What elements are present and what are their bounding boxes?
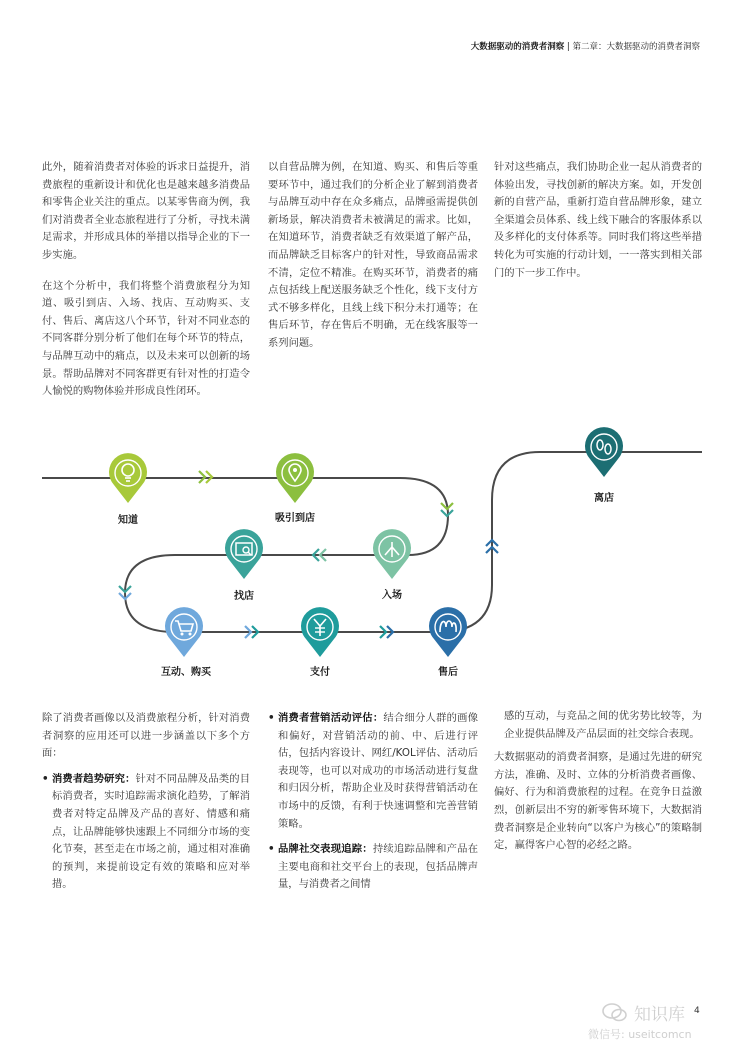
bullet-continuation: 感的互动，与竞品之间的优劣势比较等，为企业提供品牌及产品层面的社交综合表现。 (504, 710, 702, 740)
bullet-item (42, 771, 250, 894)
journey-node (429, 607, 467, 678)
journey-node-label: 售后 (438, 667, 458, 678)
consumer-journey-diagram (0, 425, 744, 690)
journey-node (275, 453, 315, 524)
bullet-text: 结合细分人群的画像和偏好，对营销活动的前、中、后进行评估，包括内容设计、网红/KOL评估、活动后表现等，也可以对成功的市场活动进行复盘和归因分析，帮助企业及时获得营销活动在市场中的反馈，有利于快速调整和完善营销策略。 (278, 712, 478, 830)
watermark (588, 1000, 728, 1046)
journey-node (585, 427, 623, 504)
bullet-item (268, 710, 478, 833)
running-header (471, 40, 700, 52)
page-number: 4 (694, 1006, 700, 1016)
paragraph: 针对这些痛点，我们协助企业一起从消费者的体验出发，寻找创新的解决方案。如，开发创新的自营产品，重新打造自营品牌形象，建立全渠道会员体系、线上线下融合的客服体系以及多样化的支付体系等。同时我们将这些举措转化为可实施的行动计划，一一落实到相关部门的下一步工作中。 (494, 161, 702, 279)
journey-node-label: 知道 (118, 515, 138, 526)
doc-title: 大数据驱动的消费者洞察 (470, 42, 565, 52)
journey-node-label: 入场 (382, 590, 402, 601)
bottom-column-1 (42, 710, 250, 902)
bottom-column-3 (494, 710, 702, 868)
journey-node (225, 529, 263, 602)
journey-node-label: 吸引到店 (275, 513, 315, 524)
paragraph: 此外，随着消费者对体验的诉求日益提升，消费旅程的重新设计和优化也是越来越多消费品和零售企业关注的重点。以某零售商为例，我们对消费者全业态旅程进行了分析，寻找未满足需求，并形成具体的举措以指导企业的下一步实施。 (42, 161, 250, 261)
journey-node (109, 453, 147, 526)
journey-node-label: 找店 (234, 591, 254, 602)
paragraph: 以自营品牌为例，在知道、购买、和售后等重要环节中，通过我们的分析企业了解到消费者与品牌互动中存在众多痛点，品牌亟需提供创新场景，解决消费者未被满足的需求。比如，在知道环节，消费者缺乏有效渠道了解产品，而品牌缺乏目标客户的针对性，导致商品需求不清，定位不精准。在购买环节，消费者的痛点包括线上配送服务缺乏个性化，线下支付方式不够多样化，且线上线下积分未打通等；在售后环节，存在售后不明确，无在线客服等一系列问题。 (268, 161, 478, 349)
top-column-3 (494, 159, 702, 295)
top-column-1 (42, 159, 250, 414)
bullet-title: 消费者趋势研究： (52, 772, 136, 785)
bullet-item (268, 841, 478, 894)
top-column-2 (268, 159, 478, 366)
conclusion-paragraph: 大数据驱动的消费者洞察，是通过先进的研究方法，准确、及时、立体的分析消费者画像、偏好、行为和消费旅程的过程。在竞争日益激烈，创新层出不穷的新零售环境下，大数据消费者洞察是企业转向“以客户为核心”的策略制定，赢得客户心智的必经之路。 (494, 751, 702, 852)
intro-paragraph: 除了消费者画像以及消费旅程分析，针对消费者洞察的应用还可以进一步涵盖以下多个方面： (42, 712, 250, 760)
journey-node (161, 607, 212, 678)
header-separator: | (564, 42, 573, 52)
bottom-column-2 (268, 710, 478, 902)
watermark-title: 知识库 (634, 1005, 685, 1025)
watermark-subtitle: 微信号: useitcomcn (588, 1028, 692, 1041)
journey-node-label: 支付 (310, 667, 330, 678)
bullet-title: 消费者营销活动评估： (278, 712, 384, 724)
paragraph: 在这个分析中，我们将整个消费旅程分为知道、吸引到店、入场、找店、互动购买、支付、售后、离店这八个环节，针对不同业态的不同客群分别分析了他们在每个环节的特点，与品牌互动中的痛点，以及未来可以创新的场景。帮助品牌对不同客群更有针对性的打造令人愉悦的购物体验并形成良性闭环。 (42, 279, 250, 398)
journey-node-label: 互动、购买 (161, 667, 211, 678)
journey-node (301, 607, 339, 678)
chapter-title: 第二章：大数据驱动的消费者洞察 (572, 42, 700, 52)
journey-node (373, 529, 411, 601)
bullet-text: 针对不同品牌及品类的目标消费者，实时追踪需求演化趋势，了解消费者对特定品牌及产品的喜好、情感和痛点，让品牌能够快速跟上不同细分市场的变化节奏，甚至走在市场之前，通过相对准确的预判，来提前设定有效的策略和应对举措。 (52, 772, 251, 891)
wechat-icon (602, 1002, 628, 1024)
bullet-title: 品牌社交表现追踪： (278, 843, 373, 856)
bullet-text: 持续追踪品牌和产品在主要电商和社交平台上的表现，包括品牌声量，与消费者之间情 (278, 843, 479, 891)
journey-node-label: 离店 (594, 493, 614, 504)
